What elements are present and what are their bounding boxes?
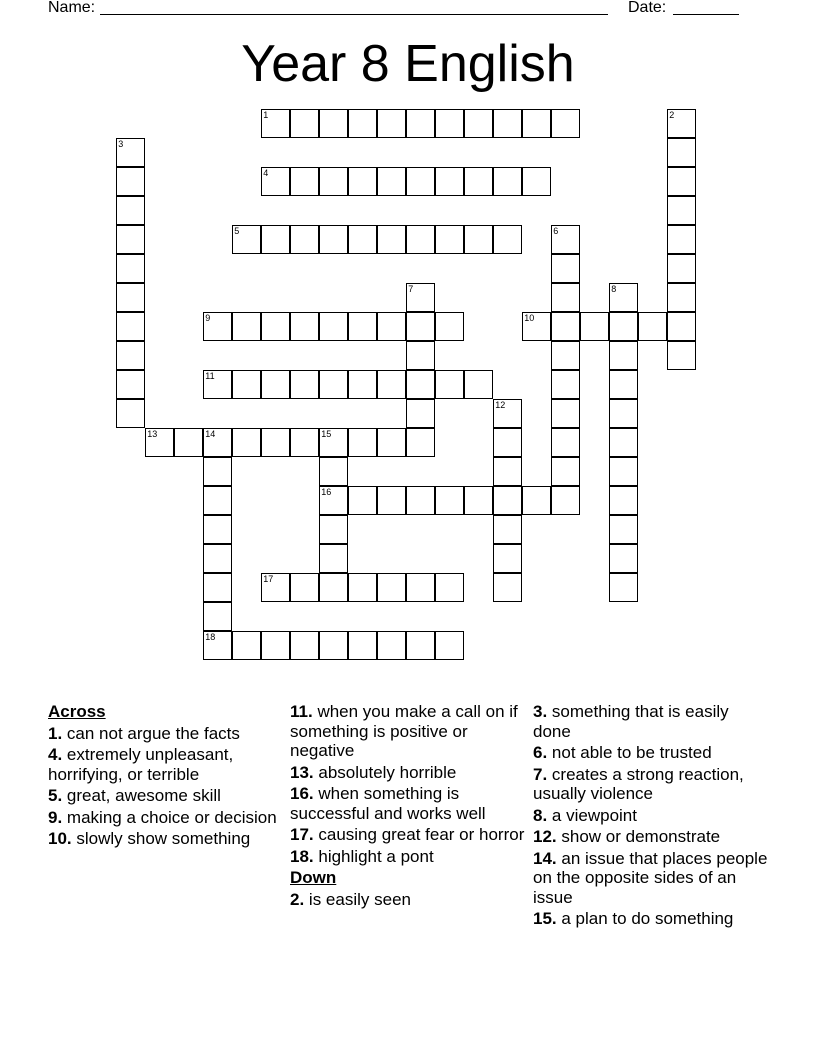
crossword-cell[interactable] — [261, 573, 290, 602]
crossword-cell[interactable] — [290, 428, 319, 457]
crossword-cell[interactable] — [551, 109, 580, 138]
crossword-cell[interactable] — [348, 109, 377, 138]
crossword-cell[interactable] — [319, 312, 348, 341]
clue-across-4: 4. extremely unpleasant, horrifying, or terrible — [48, 745, 234, 784]
crossword-cell[interactable] — [290, 225, 319, 254]
crossword-cell[interactable] — [203, 631, 232, 660]
crossword-cell[interactable] — [435, 109, 464, 138]
crossword-cell[interactable] — [348, 167, 377, 196]
crossword-cell[interactable] — [406, 631, 435, 660]
crossword-cell[interactable] — [116, 138, 145, 167]
crossword-cell[interactable] — [551, 341, 580, 370]
crossword-cell[interactable] — [232, 631, 261, 660]
crossword-cell[interactable] — [609, 283, 638, 312]
crossword-cell[interactable] — [290, 631, 319, 660]
crossword-cell[interactable] — [377, 428, 406, 457]
clue-number: 18 — [205, 632, 216, 643]
crossword-cell[interactable] — [348, 573, 377, 602]
crossword-cell[interactable] — [522, 312, 551, 341]
crossword-cell[interactable] — [290, 312, 319, 341]
crossword-cell[interactable] — [203, 602, 232, 631]
clue-number: 8 — [611, 284, 617, 295]
crossword-cell[interactable] — [348, 370, 377, 399]
crossword-cell[interactable] — [116, 283, 145, 312]
date-label: Date: — [628, 0, 667, 16]
clue-number: 10 — [524, 313, 535, 324]
crossword-cell[interactable] — [493, 457, 522, 486]
crossword-cell[interactable] — [377, 486, 406, 515]
crossword-cell[interactable] — [116, 341, 145, 370]
crossword-cell[interactable] — [319, 631, 348, 660]
crossword-cell[interactable] — [609, 515, 638, 544]
crossword-cell[interactable] — [348, 312, 377, 341]
crossword-cell[interactable] — [377, 109, 406, 138]
crossword-cell[interactable] — [174, 428, 203, 457]
crossword-cell[interactable] — [667, 167, 696, 196]
crossword-cell[interactable] — [203, 370, 232, 399]
crossword-cell[interactable] — [377, 167, 406, 196]
clue-number: 15 — [321, 429, 332, 440]
crossword-cell[interactable] — [203, 544, 232, 573]
clue-down-15: 15. a plan to do something — [533, 909, 734, 928]
crossword-cell[interactable] — [667, 312, 696, 341]
crossword-cell[interactable] — [377, 225, 406, 254]
crossword-cell[interactable] — [348, 225, 377, 254]
crossword-cell[interactable] — [580, 312, 609, 341]
name-label: Name: — [48, 0, 96, 16]
clue-down-12: 12. show or demonstrate — [533, 827, 721, 846]
clue-across-16: 16. when something is successful and works well — [290, 784, 486, 823]
crossword-cell[interactable] — [319, 544, 348, 573]
clue-down-14: 14. an issue that places people on the opposite sides of an issue — [533, 848, 768, 907]
clue-across-10: 10. slowly show something — [48, 829, 251, 848]
down-heading: Down — [290, 868, 337, 887]
crossword-cell[interactable] — [377, 370, 406, 399]
crossword-cell[interactable] — [522, 109, 551, 138]
clue-across-1: 1. can not argue the facts — [48, 723, 240, 743]
crossword-cell[interactable] — [522, 486, 551, 515]
crossword-cell[interactable] — [116, 196, 145, 225]
clue-number: 4 — [263, 168, 269, 179]
clue-number: 13 — [147, 429, 158, 440]
crossword-cell[interactable] — [493, 573, 522, 602]
across-heading: Across — [48, 702, 106, 721]
clue-down-3: 3. something that is easily done — [533, 702, 729, 741]
crossword-cell[interactable] — [319, 167, 348, 196]
crossword-cell[interactable] — [290, 573, 319, 602]
clue-across-5: 5. great, awesome skill — [48, 786, 221, 805]
crossword-cell[interactable] — [551, 457, 580, 486]
clue-number: 16 — [321, 487, 332, 498]
crossword-cell[interactable] — [493, 225, 522, 254]
crossword-cell[interactable] — [464, 109, 493, 138]
crossword-cell[interactable] — [406, 283, 435, 312]
crossword-cell[interactable] — [203, 515, 232, 544]
crossword-cell[interactable] — [551, 486, 580, 515]
crossword-cell[interactable] — [493, 109, 522, 138]
crossword-cell[interactable] — [551, 370, 580, 399]
clue-across-18: 18. highlight a pont — [290, 846, 434, 866]
clue-down-2: 2. is easily seen — [290, 889, 411, 909]
crossword-cell[interactable] — [609, 341, 638, 370]
crossword-cell[interactable] — [609, 370, 638, 399]
crossword-cell[interactable] — [406, 341, 435, 370]
crossword-cell[interactable] — [638, 312, 667, 341]
crossword-cell[interactable] — [377, 631, 406, 660]
crossword-cell[interactable] — [493, 544, 522, 573]
crossword-cell[interactable] — [348, 631, 377, 660]
crossword-cell[interactable] — [667, 225, 696, 254]
crossword-cell[interactable] — [348, 486, 377, 515]
crossword-cell[interactable] — [232, 428, 261, 457]
crossword-cell[interactable] — [493, 428, 522, 457]
crossword-cell[interactable] — [261, 312, 290, 341]
crossword-cell[interactable] — [232, 370, 261, 399]
crossword-cell[interactable] — [290, 370, 319, 399]
crossword-cell[interactable] — [116, 312, 145, 341]
crossword-cell[interactable] — [435, 573, 464, 602]
crossword-cell[interactable] — [377, 573, 406, 602]
crossword-cell[interactable] — [667, 254, 696, 283]
crossword-cell[interactable] — [493, 167, 522, 196]
crossword-cell[interactable] — [435, 225, 464, 254]
crossword-cell[interactable] — [435, 167, 464, 196]
crossword-cell[interactable] — [116, 399, 145, 428]
crossword-cell[interactable] — [406, 428, 435, 457]
clue-across-17: 17. causing great fear or horror — [290, 825, 525, 844]
crossword-cell[interactable] — [116, 225, 145, 254]
crossword-cell[interactable] — [435, 631, 464, 660]
clues-column-1 — [48, 702, 283, 851]
crossword-cell[interactable] — [319, 573, 348, 602]
crossword-cell[interactable] — [493, 486, 522, 515]
crossword-cell[interactable] — [261, 167, 290, 196]
crossword-cell[interactable] — [319, 225, 348, 254]
crossword-cell[interactable] — [116, 167, 145, 196]
crossword-cell[interactable] — [406, 486, 435, 515]
crossword-cell[interactable] — [551, 254, 580, 283]
crossword-cell[interactable] — [116, 370, 145, 399]
crossword-cell[interactable] — [261, 109, 290, 138]
crossword-cell[interactable] — [319, 428, 348, 457]
clue-number: 12 — [495, 400, 506, 411]
crossword-cell[interactable] — [406, 167, 435, 196]
crossword-cell[interactable] — [493, 515, 522, 544]
crossword-cell[interactable] — [406, 109, 435, 138]
crossword-cell[interactable] — [435, 370, 464, 399]
clue-number: 14 — [205, 429, 216, 440]
crossword-cell[interactable] — [145, 428, 174, 457]
crossword-cell[interactable] — [319, 486, 348, 515]
crossword-cell[interactable] — [319, 370, 348, 399]
clue-down-8: 8. a viewpoint — [533, 805, 637, 825]
crossword-cell[interactable] — [348, 428, 377, 457]
crossword-cell[interactable] — [464, 370, 493, 399]
clue-number: 1 — [263, 110, 269, 121]
crossword-cell[interactable] — [609, 486, 638, 515]
clue-number: 17 — [263, 574, 274, 585]
crossword-cell[interactable] — [435, 486, 464, 515]
crossword-cell[interactable] — [551, 428, 580, 457]
clue-across-11: 11. when you make a call on if something is positive or negative — [290, 702, 518, 760]
crossword-cell[interactable] — [667, 109, 696, 138]
crossword-cell[interactable] — [551, 399, 580, 428]
crossword-cell[interactable] — [493, 399, 522, 428]
crossword-cell[interactable] — [261, 370, 290, 399]
crossword-cell[interactable] — [667, 196, 696, 225]
crossword-cell[interactable] — [232, 225, 261, 254]
crossword-cell[interactable] — [203, 486, 232, 515]
crossword-cell[interactable] — [551, 312, 580, 341]
crossword-cell[interactable] — [406, 225, 435, 254]
crossword-cell[interactable] — [522, 167, 551, 196]
clue-number: 11 — [205, 371, 215, 382]
crossword-cell[interactable] — [290, 167, 319, 196]
crossword-cell[interactable] — [290, 109, 319, 138]
crossword-cell[interactable] — [203, 428, 232, 457]
clue-number: 6 — [553, 226, 559, 237]
crossword-cell[interactable] — [667, 138, 696, 167]
crossword-cell[interactable] — [232, 312, 261, 341]
clue-number: 7 — [408, 284, 414, 295]
crossword-cell[interactable] — [435, 312, 464, 341]
crossword-cell[interactable] — [203, 573, 232, 602]
crossword-cell[interactable] — [667, 283, 696, 312]
crossword-cell[interactable] — [551, 283, 580, 312]
crossword-cell[interactable] — [319, 515, 348, 544]
crossword-cell[interactable] — [319, 109, 348, 138]
clue-down-7: 7. creates a strong reaction, usually violence — [533, 764, 744, 803]
clue-number: 3 — [118, 139, 124, 150]
clue-number: 2 — [669, 110, 675, 121]
clue-number: 5 — [234, 226, 240, 237]
crossword-cell[interactable] — [609, 312, 638, 341]
page-title: Year 8 English — [241, 35, 575, 93]
clue-number: 9 — [205, 313, 211, 324]
crossword-cell[interactable] — [609, 399, 638, 428]
crossword-cell[interactable] — [464, 486, 493, 515]
crossword-cell[interactable] — [551, 225, 580, 254]
crossword-cell[interactable] — [116, 254, 145, 283]
crossword-cell[interactable] — [667, 341, 696, 370]
crossword-cell[interactable] — [406, 312, 435, 341]
crossword-cell[interactable] — [203, 457, 232, 486]
crossword-cell[interactable] — [406, 573, 435, 602]
crossword-cell[interactable] — [377, 312, 406, 341]
crossword-cell[interactable] — [203, 312, 232, 341]
crossword-cell[interactable] — [464, 167, 493, 196]
crossword-cell[interactable] — [406, 370, 435, 399]
crossword-cell[interactable] — [609, 544, 638, 573]
crossword-cell[interactable] — [261, 428, 290, 457]
crossword-cell[interactable] — [609, 428, 638, 457]
crossword-cell[interactable] — [609, 573, 638, 602]
crossword-cell[interactable] — [406, 399, 435, 428]
clue-down-6: 6. not able to be trusted — [533, 743, 712, 762]
crossword-cell[interactable] — [261, 631, 290, 660]
clues-column-2 — [290, 702, 525, 911]
clue-across-9: 9. making a choice or decision — [48, 807, 277, 827]
clue-across-13: 13. absolutely horrible — [290, 762, 457, 782]
clues-column-3 — [533, 702, 768, 931]
crossword-cell[interactable] — [464, 225, 493, 254]
crossword-cell[interactable] — [261, 225, 290, 254]
crossword-cell[interactable] — [609, 457, 638, 486]
crossword-cell[interactable] — [319, 457, 348, 486]
